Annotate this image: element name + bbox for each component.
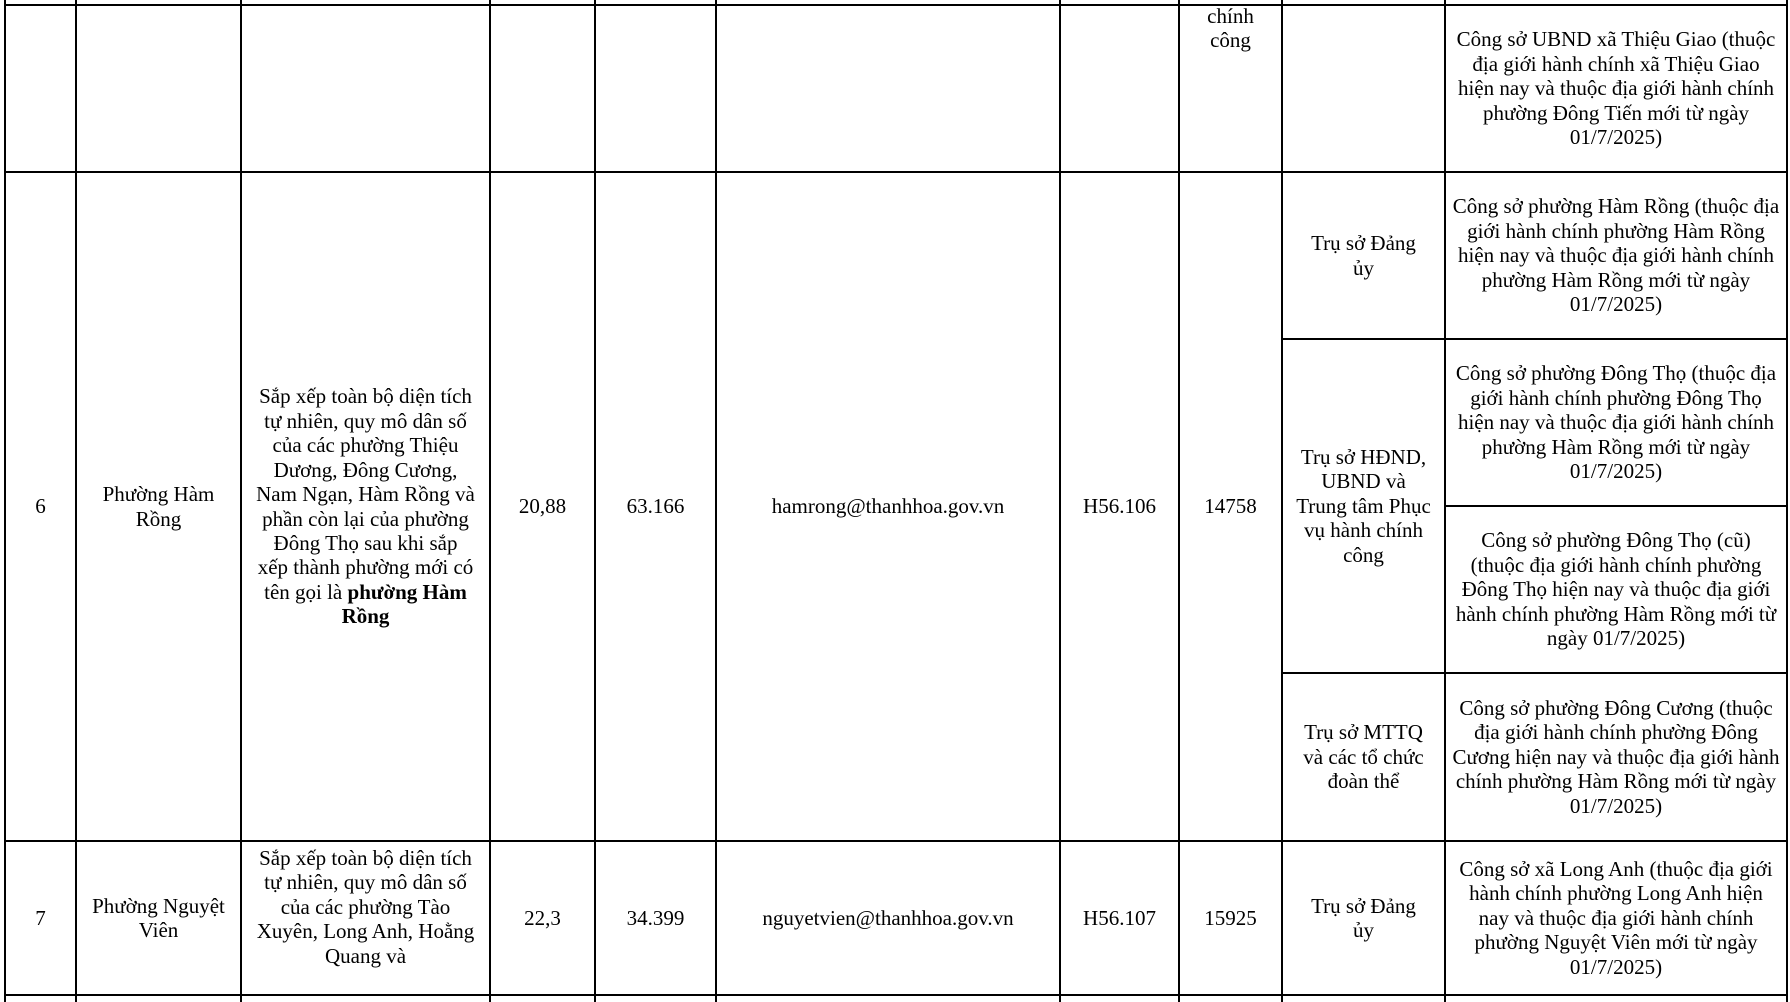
office-type-text: Trụ sở Đảng ủy xyxy=(1311,893,1416,942)
population-text: 63.166 xyxy=(626,494,685,519)
number-cell xyxy=(1180,173,1281,840)
description-cell xyxy=(242,842,489,994)
description-text xyxy=(256,384,475,628)
ward-name-cell xyxy=(77,842,240,994)
stt-cell xyxy=(6,173,75,840)
email-text: hamrong@thanhhoa.gov.vn xyxy=(771,494,1005,519)
email-cell xyxy=(717,173,1059,840)
office-type-cell xyxy=(1283,674,1444,840)
office-type-text: Trụ sở Đảng ủy xyxy=(1311,231,1416,280)
office-location-text: Công sở xã Long Anh (thuộc địa giới hành chính phường Long Anh hiện nay và thuộc địa giới hành chính phường Nguyệt Viên mới từ ngày 01/7/2025) xyxy=(1459,856,1773,979)
ward-name-text: Phường Hàm Rồng xyxy=(102,482,215,531)
stt-cell xyxy=(6,842,75,994)
stt-text: 7 xyxy=(35,905,46,930)
grid-line xyxy=(1786,0,1788,1002)
office-type-text: Trụ sở MTTQ và các tổ chức đoàn thể xyxy=(1303,720,1424,794)
office-location-text: Công sở phường Đông Cương (thuộc địa giới hành chính phường Đông Cương hiện nay và thuộc địa giới hành chính phường Hàm Rồng mới từ ngày 01/7/2025) xyxy=(1452,695,1780,818)
description-bold-name: phường Hàm Rồng xyxy=(341,579,467,629)
code-cell xyxy=(1061,173,1178,840)
ward-name-cell xyxy=(77,173,240,840)
office-type-cell xyxy=(1283,842,1444,994)
description-prefix: Sắp xếp toàn bộ diện tích tự nhiên, quy mô dân số của các phường Thiệu Dương, Đông Cương, Nam Ngạn, Hàm Rồng và phần còn lại của phường Đông Thọ sau khi sắp xếp thành phường mới có tên gọi là xyxy=(256,384,475,604)
office-type-text: Trụ sở HĐND, UBND và Trung tâm Phục vụ hành chính công xyxy=(1296,444,1431,567)
stt-text: 6 xyxy=(35,494,46,519)
code-cell xyxy=(1061,842,1178,994)
office-type-text: chính công xyxy=(1207,4,1254,53)
area-cell xyxy=(491,842,594,994)
office-location-text: Công sở UBND xã Thiệu Giao (thuộc địa giới hành chính xã Thiệu Giao hiện nay và thuộc địa giới hành chính phường Đông Tiến mới từ ngày 01/7/2025) xyxy=(1456,27,1776,150)
code-text: H56.107 xyxy=(1083,905,1156,930)
description-text: Sắp xếp toàn bộ diện tích tự nhiên, quy mô dân số của các phường Tào Xuyên, Long Anh, Hoằng Quang và xyxy=(256,846,475,968)
number-text: 15925 xyxy=(1204,905,1257,930)
ward-name-text: Phường Nguyệt Viên xyxy=(92,893,225,942)
number-text: 14758 xyxy=(1204,494,1257,519)
email-text: nguyetvien@thanhhoa.gov.vn xyxy=(762,905,1014,930)
office-location-text: Công sở phường Đông Thọ (thuộc địa giới hành chính phường Đông Thọ hiện nay và thuộc địa giới hành chính phường Hàm Rồng mới từ ngày 01/7/2025) xyxy=(1455,361,1777,484)
population-cell xyxy=(596,842,715,994)
email-cell xyxy=(717,842,1059,994)
code-text: H56.106 xyxy=(1083,494,1156,519)
office-location-text: Công sở phường Đông Thọ (cũ) (thuộc địa giới hành chính phường Đông Thọ hiện nay và thuộc địa giới hành chính phường Hàm Rồng mới từ ngày 01/7/2025) xyxy=(1455,528,1777,651)
office-location-cell xyxy=(1446,842,1786,994)
office-location-cell xyxy=(1446,674,1786,840)
office-type-cell xyxy=(1180,0,1281,171)
office-location-cell xyxy=(1446,6,1786,171)
office-type-cell xyxy=(1283,340,1444,672)
number-cell xyxy=(1180,842,1281,994)
area-text: 22,3 xyxy=(524,905,561,930)
office-type-cell xyxy=(1283,173,1444,338)
grid-line xyxy=(4,994,1788,996)
area-text: 20,88 xyxy=(518,494,567,519)
office-location-cell xyxy=(1446,340,1786,505)
area-cell xyxy=(491,173,594,840)
population-cell xyxy=(596,173,715,840)
office-location-cell xyxy=(1446,507,1786,672)
office-location-text: Công sở phường Hàm Rồng (thuộc địa giới hành chính phường Hàm Rồng hiện nay và thuộc địa giới hành chính phường Hàm Rồng mới từ ngày 01/7/2025) xyxy=(1452,194,1780,317)
description-cell xyxy=(242,173,489,840)
office-location-cell xyxy=(1446,173,1786,338)
population-text: 34.399 xyxy=(626,905,685,930)
